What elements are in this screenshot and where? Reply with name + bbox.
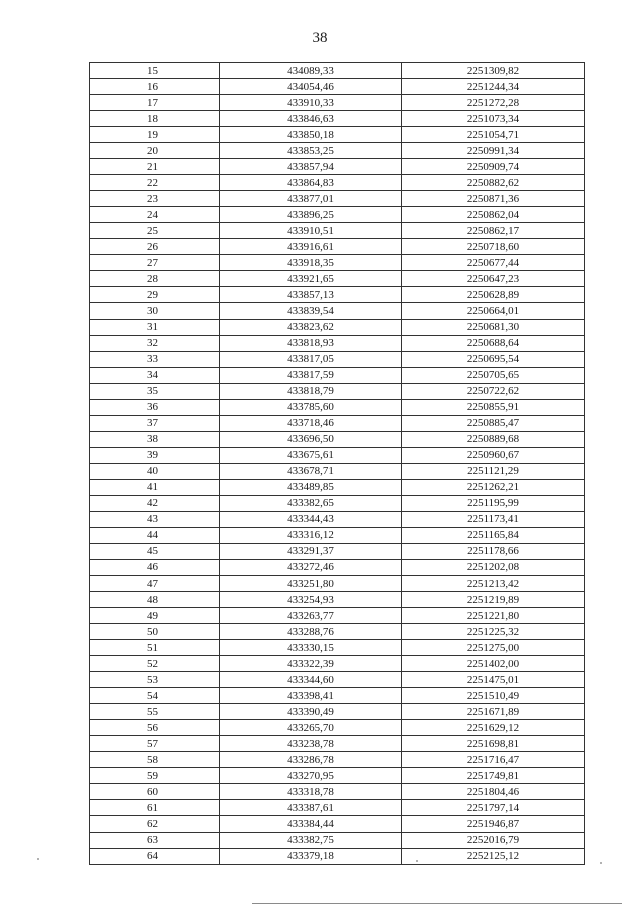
y-coordinate-cell: 2250871,36 — [402, 191, 585, 207]
y-coordinate-cell: 2250882,62 — [402, 175, 585, 191]
x-coordinate-cell: 433272,46 — [220, 559, 402, 575]
point-number-cell: 24 — [90, 207, 220, 223]
point-number-cell: 33 — [90, 351, 220, 367]
x-coordinate-cell: 433839,54 — [220, 303, 402, 319]
y-coordinate-cell: 2252125,12 — [402, 848, 585, 864]
point-number-cell: 32 — [90, 335, 220, 351]
x-coordinate-cell: 433263,77 — [220, 608, 402, 624]
point-number-cell: 58 — [90, 752, 220, 768]
scan-speck — [416, 860, 418, 862]
x-coordinate-cell: 433896,25 — [220, 207, 402, 223]
x-coordinate-cell: 433850,18 — [220, 127, 402, 143]
point-number-cell: 18 — [90, 111, 220, 127]
point-number-cell: 51 — [90, 640, 220, 656]
y-coordinate-cell: 2251073,34 — [402, 111, 585, 127]
table-row — [90, 800, 585, 816]
point-number-cell: 55 — [90, 704, 220, 720]
point-number-cell: 46 — [90, 559, 220, 575]
y-coordinate-cell: 2250855,91 — [402, 399, 585, 415]
page-number: 38 — [312, 30, 328, 46]
table-row — [90, 848, 585, 864]
x-coordinate-cell: 433817,05 — [220, 351, 402, 367]
x-coordinate-cell: 433857,94 — [220, 159, 402, 175]
table-row — [90, 255, 585, 271]
scan-edge-line — [252, 903, 622, 904]
point-number-cell: 49 — [90, 608, 220, 624]
x-coordinate-cell: 434054,46 — [220, 79, 402, 95]
y-coordinate-cell: 2251797,14 — [402, 800, 585, 816]
y-coordinate-cell: 2251475,01 — [402, 672, 585, 688]
table-row — [90, 207, 585, 223]
point-number-cell: 19 — [90, 127, 220, 143]
point-number-cell: 16 — [90, 79, 220, 95]
x-coordinate-cell: 433877,01 — [220, 191, 402, 207]
x-coordinate-cell: 433489,85 — [220, 479, 402, 495]
y-coordinate-cell: 2250705,65 — [402, 367, 585, 383]
x-coordinate-cell: 433390,49 — [220, 704, 402, 720]
y-coordinate-cell: 2250664,01 — [402, 303, 585, 319]
table-row — [90, 271, 585, 287]
y-coordinate-cell: 2250677,44 — [402, 255, 585, 271]
x-coordinate-cell: 433678,71 — [220, 463, 402, 479]
x-coordinate-cell: 433864,83 — [220, 175, 402, 191]
table-row — [90, 223, 585, 239]
point-number-cell: 30 — [90, 303, 220, 319]
x-coordinate-cell: 433387,61 — [220, 800, 402, 816]
y-coordinate-cell: 2250909,74 — [402, 159, 585, 175]
y-coordinate-cell: 2250628,89 — [402, 287, 585, 303]
table-row — [90, 95, 585, 111]
table-row — [90, 383, 585, 399]
table-row — [90, 143, 585, 159]
point-number-cell: 21 — [90, 159, 220, 175]
y-coordinate-cell: 2250681,30 — [402, 319, 585, 335]
table-row — [90, 239, 585, 255]
x-coordinate-cell: 433382,65 — [220, 495, 402, 511]
x-coordinate-cell: 433238,78 — [220, 736, 402, 752]
point-number-cell: 17 — [90, 95, 220, 111]
x-coordinate-cell: 434089,33 — [220, 63, 402, 79]
point-number-cell: 44 — [90, 527, 220, 543]
y-coordinate-cell: 2251244,34 — [402, 79, 585, 95]
point-number-cell: 57 — [90, 736, 220, 752]
x-coordinate-cell: 433382,75 — [220, 832, 402, 848]
table-row — [90, 640, 585, 656]
y-coordinate-cell: 2251195,99 — [402, 495, 585, 511]
table-row — [90, 431, 585, 447]
y-coordinate-cell: 2251202,08 — [402, 559, 585, 575]
y-coordinate-cell: 2251629,12 — [402, 720, 585, 736]
point-number-cell: 54 — [90, 688, 220, 704]
point-number-cell: 35 — [90, 383, 220, 399]
point-number-cell: 40 — [90, 463, 220, 479]
point-number-cell: 28 — [90, 271, 220, 287]
y-coordinate-cell: 2250695,54 — [402, 351, 585, 367]
table-row — [90, 399, 585, 415]
x-coordinate-cell: 433344,43 — [220, 511, 402, 527]
table-row — [90, 608, 585, 624]
point-number-cell: 63 — [90, 832, 220, 848]
point-number-cell: 48 — [90, 592, 220, 608]
point-number-cell: 62 — [90, 816, 220, 832]
table-row — [90, 720, 585, 736]
table-row — [90, 351, 585, 367]
table-row — [90, 111, 585, 127]
point-number-cell: 22 — [90, 175, 220, 191]
x-coordinate-cell: 433910,33 — [220, 95, 402, 111]
table-row — [90, 527, 585, 543]
table-row — [90, 463, 585, 479]
table-row — [90, 752, 585, 768]
x-coordinate-cell: 433291,37 — [220, 543, 402, 559]
point-number-cell: 59 — [90, 768, 220, 784]
y-coordinate-cell: 2251173,41 — [402, 511, 585, 527]
table-row — [90, 832, 585, 848]
point-number-cell: 56 — [90, 720, 220, 736]
point-number-cell: 23 — [90, 191, 220, 207]
y-coordinate-cell: 2251178,66 — [402, 543, 585, 559]
x-coordinate-cell: 433918,35 — [220, 255, 402, 271]
y-coordinate-cell: 2250722,62 — [402, 383, 585, 399]
y-coordinate-cell: 2250647,23 — [402, 271, 585, 287]
table-row — [90, 447, 585, 463]
table-row — [90, 63, 585, 79]
point-number-cell: 53 — [90, 672, 220, 688]
table-row — [90, 175, 585, 191]
y-coordinate-cell: 2250889,68 — [402, 431, 585, 447]
table-row — [90, 495, 585, 511]
point-number-cell: 60 — [90, 784, 220, 800]
x-coordinate-cell: 433398,41 — [220, 688, 402, 704]
point-number-cell: 20 — [90, 143, 220, 159]
point-number-cell: 27 — [90, 255, 220, 271]
y-coordinate-cell: 2250885,47 — [402, 415, 585, 431]
y-coordinate-cell: 2250960,67 — [402, 447, 585, 463]
x-coordinate-cell: 433379,18 — [220, 848, 402, 864]
table-row — [90, 559, 585, 575]
x-coordinate-cell: 433251,80 — [220, 576, 402, 592]
x-coordinate-cell: 433286,78 — [220, 752, 402, 768]
point-number-cell: 43 — [90, 511, 220, 527]
table-row — [90, 768, 585, 784]
x-coordinate-cell: 433696,50 — [220, 431, 402, 447]
y-coordinate-cell: 2251749,81 — [402, 768, 585, 784]
y-coordinate-cell: 2251698,81 — [402, 736, 585, 752]
y-coordinate-cell: 2250862,04 — [402, 207, 585, 223]
point-number-cell: 29 — [90, 287, 220, 303]
point-number-cell: 50 — [90, 624, 220, 640]
table-row — [90, 688, 585, 704]
y-coordinate-cell: 2252016,79 — [402, 832, 585, 848]
x-coordinate-cell: 433288,76 — [220, 624, 402, 640]
scan-speck — [600, 862, 602, 864]
table-row — [90, 704, 585, 720]
y-coordinate-cell: 2251804,46 — [402, 784, 585, 800]
x-coordinate-cell: 433846,63 — [220, 111, 402, 127]
x-coordinate-cell: 433857,13 — [220, 287, 402, 303]
y-coordinate-cell: 2250991,34 — [402, 143, 585, 159]
x-coordinate-cell: 433384,44 — [220, 816, 402, 832]
coordinates-table-body — [90, 63, 585, 865]
table-row — [90, 335, 585, 351]
point-number-cell: 47 — [90, 576, 220, 592]
x-coordinate-cell: 433817,59 — [220, 367, 402, 383]
x-coordinate-cell: 433254,93 — [220, 592, 402, 608]
y-coordinate-cell: 2251671,89 — [402, 704, 585, 720]
x-coordinate-cell: 433853,25 — [220, 143, 402, 159]
y-coordinate-cell: 2251275,00 — [402, 640, 585, 656]
y-coordinate-cell: 2251402,00 — [402, 656, 585, 672]
point-number-cell: 37 — [90, 415, 220, 431]
x-coordinate-cell: 433330,15 — [220, 640, 402, 656]
y-coordinate-cell: 2251510,49 — [402, 688, 585, 704]
table-row — [90, 543, 585, 559]
table-row — [90, 319, 585, 335]
table-row — [90, 479, 585, 495]
y-coordinate-cell: 2251213,42 — [402, 576, 585, 592]
point-number-cell: 38 — [90, 431, 220, 447]
x-coordinate-cell: 433921,65 — [220, 271, 402, 287]
x-coordinate-cell: 433270,95 — [220, 768, 402, 784]
point-number-cell: 42 — [90, 495, 220, 511]
y-coordinate-cell: 2251221,80 — [402, 608, 585, 624]
y-coordinate-cell: 2250862,17 — [402, 223, 585, 239]
x-coordinate-cell: 433322,39 — [220, 656, 402, 672]
table-row — [90, 79, 585, 95]
table-row — [90, 367, 585, 383]
table-row — [90, 672, 585, 688]
x-coordinate-cell: 433916,61 — [220, 239, 402, 255]
y-coordinate-cell: 2251121,29 — [402, 463, 585, 479]
table-row — [90, 784, 585, 800]
y-coordinate-cell: 2251309,82 — [402, 63, 585, 79]
point-number-cell: 39 — [90, 447, 220, 463]
scan-speck — [37, 858, 39, 860]
table-row — [90, 511, 585, 527]
table-row — [90, 816, 585, 832]
y-coordinate-cell: 2251946,87 — [402, 816, 585, 832]
point-number-cell: 45 — [90, 543, 220, 559]
table-row — [90, 287, 585, 303]
point-number-cell: 26 — [90, 239, 220, 255]
table-row — [90, 736, 585, 752]
x-coordinate-cell: 433818,93 — [220, 335, 402, 351]
point-number-cell: 61 — [90, 800, 220, 816]
y-coordinate-cell: 2251225,32 — [402, 624, 585, 640]
y-coordinate-cell: 2251272,28 — [402, 95, 585, 111]
point-number-cell: 41 — [90, 479, 220, 495]
table-row — [90, 592, 585, 608]
x-coordinate-cell: 433718,46 — [220, 415, 402, 431]
table-row — [90, 656, 585, 672]
x-coordinate-cell: 433675,61 — [220, 447, 402, 463]
table-row — [90, 127, 585, 143]
x-coordinate-cell: 433785,60 — [220, 399, 402, 415]
point-number-cell: 25 — [90, 223, 220, 239]
table-row — [90, 576, 585, 592]
y-coordinate-cell: 2250688,64 — [402, 335, 585, 351]
x-coordinate-cell: 433823,62 — [220, 319, 402, 335]
table-row — [90, 159, 585, 175]
x-coordinate-cell: 433344,60 — [220, 672, 402, 688]
x-coordinate-cell: 433316,12 — [220, 527, 402, 543]
point-number-cell: 15 — [90, 63, 220, 79]
table-row — [90, 303, 585, 319]
x-coordinate-cell: 433318,78 — [220, 784, 402, 800]
table-row — [90, 415, 585, 431]
y-coordinate-cell: 2250718,60 — [402, 239, 585, 255]
coordinates-table — [89, 62, 585, 865]
y-coordinate-cell: 2251262,21 — [402, 479, 585, 495]
point-number-cell: 64 — [90, 848, 220, 864]
point-number-cell: 52 — [90, 656, 220, 672]
x-coordinate-cell: 433818,79 — [220, 383, 402, 399]
y-coordinate-cell: 2251054,71 — [402, 127, 585, 143]
y-coordinate-cell: 2251219,89 — [402, 592, 585, 608]
y-coordinate-cell: 2251165,84 — [402, 527, 585, 543]
x-coordinate-cell: 433910,51 — [220, 223, 402, 239]
point-number-cell: 31 — [90, 319, 220, 335]
table-row — [90, 624, 585, 640]
y-coordinate-cell: 2251716,47 — [402, 752, 585, 768]
x-coordinate-cell: 433265,70 — [220, 720, 402, 736]
point-number-cell: 36 — [90, 399, 220, 415]
point-number-cell: 34 — [90, 367, 220, 383]
table-row — [90, 191, 585, 207]
